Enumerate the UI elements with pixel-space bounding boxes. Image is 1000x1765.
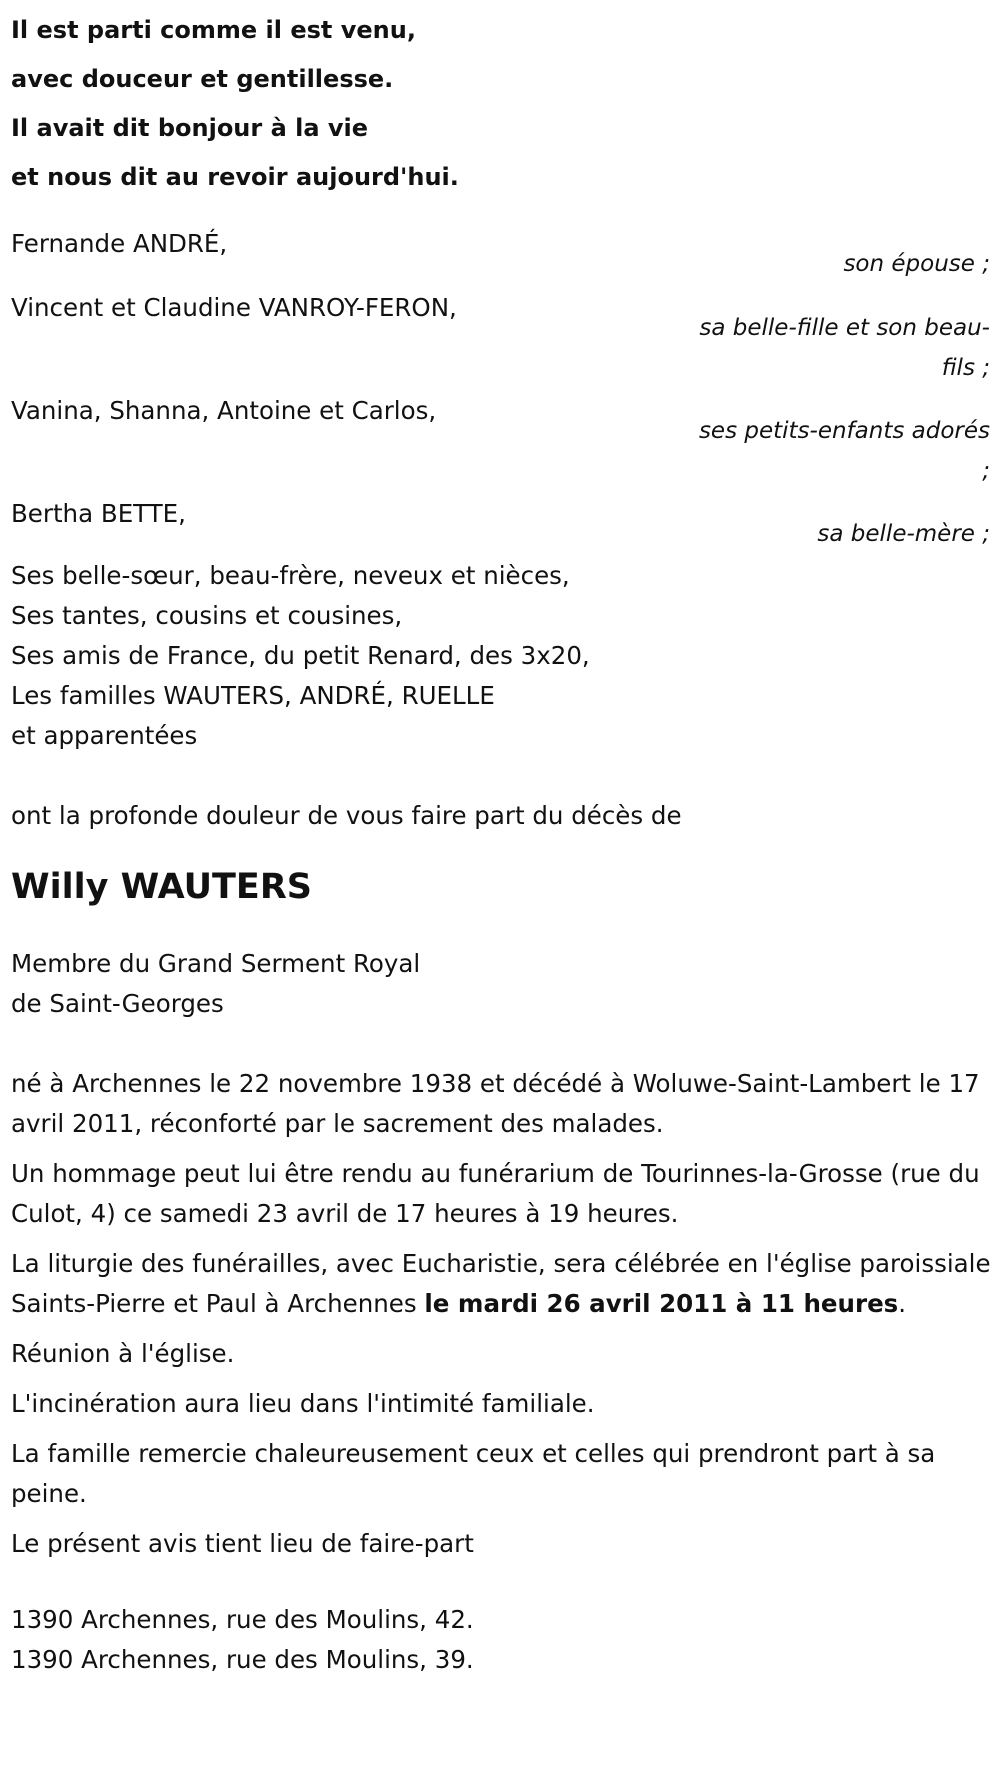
liturgy-end: . (898, 1289, 907, 1318)
family-member (11, 494, 993, 556)
title-line: de Saint-Georges (11, 989, 224, 1018)
family-list (11, 224, 993, 556)
cremation-paragraph: L'incinération aura lieu dans l'intimité familiale. (11, 1389, 595, 1418)
addresses (11, 1600, 993, 1680)
other-relatives (11, 556, 993, 756)
obituary-notice (11, 0, 993, 1680)
title-line: Membre du Grand Serment Royal (11, 949, 421, 978)
thanks-paragraph: La famille remercie chaleureusement ceux et celles qui prendront part à sa peine. (11, 1439, 936, 1508)
liturgy-paragraph (11, 1244, 993, 1324)
relatives-line: Ses belle-sœur, beau-frère, neveux et nièces, (11, 561, 570, 590)
poem (11, 6, 993, 202)
poem-line: avec douceur et gentillesse. (11, 65, 394, 93)
liturgy-date: le mardi 26 avril 2011 à 11 heures (424, 1289, 899, 1318)
family-member-role: ses petits-enfants adorés ; (698, 418, 990, 484)
family-member-name: Vanina, Shanna, Antoine et Carlos, (11, 396, 437, 425)
family-member (11, 288, 993, 391)
relatives-line: Ses amis de France, du petit Renard, des 3x20, (11, 641, 590, 670)
birth-death-paragraph: né à Archennes le 22 novembre 1938 et décédé à Woluwe-Saint-Lambert le 17 avril 2011, réconforté par le sacrement des malades. (11, 1069, 980, 1138)
family-member-name: Bertha BETTE, (11, 499, 186, 528)
meeting-paragraph: Réunion à l'église. (11, 1339, 235, 1368)
family-member-name: Vincent et Claudine VANROY-FERON, (11, 293, 457, 322)
relatives-line: Ses tantes, cousins et cousines, (11, 601, 403, 630)
liturgy-text: La liturgie des funérailles, avec Eucharistie, sera célébrée en l'église paroissiale Saints-Pierre et Paul à Archennes (11, 1249, 991, 1318)
family-member (11, 224, 993, 288)
family-member-role: sa belle-mère ; (817, 521, 990, 547)
tribute-paragraph: Un hommage peut lui être rendu au funérarium de Tourinnes-la-Grosse (rue du Culot, 4) ce samedi 23 avril de 17 heures à 19 heures. (11, 1159, 980, 1228)
address-line: 1390 Archennes, rue des Moulins, 42. (11, 1605, 474, 1634)
family-member-role: sa belle-fille et son beau-fils ; (699, 315, 990, 381)
announcement: ont la profonde douleur de vous faire part du décès de (11, 801, 682, 830)
family-member-role: son épouse ; (843, 251, 990, 277)
family-member-name: Fernande ANDRÉ, (11, 229, 228, 258)
relatives-line: et apparentées (11, 721, 198, 750)
relatives-line: Les familles WAUTERS, ANDRÉ, RUELLE (11, 681, 495, 710)
deceased-title (11, 944, 993, 1024)
poem-line: Il avait dit bonjour à la vie (11, 114, 369, 142)
address-line: 1390 Archennes, rue des Moulins, 39. (11, 1645, 474, 1674)
family-member (11, 391, 993, 494)
notice-paragraph: Le présent avis tient lieu de faire-part (11, 1529, 474, 1558)
deceased-name: Willy WAUTERS (11, 867, 313, 907)
poem-line: Il est parti comme il est venu, (11, 16, 416, 44)
poem-line: et nous dit au revoir aujourd'hui. (11, 163, 459, 191)
funeral-details (11, 1064, 993, 1564)
